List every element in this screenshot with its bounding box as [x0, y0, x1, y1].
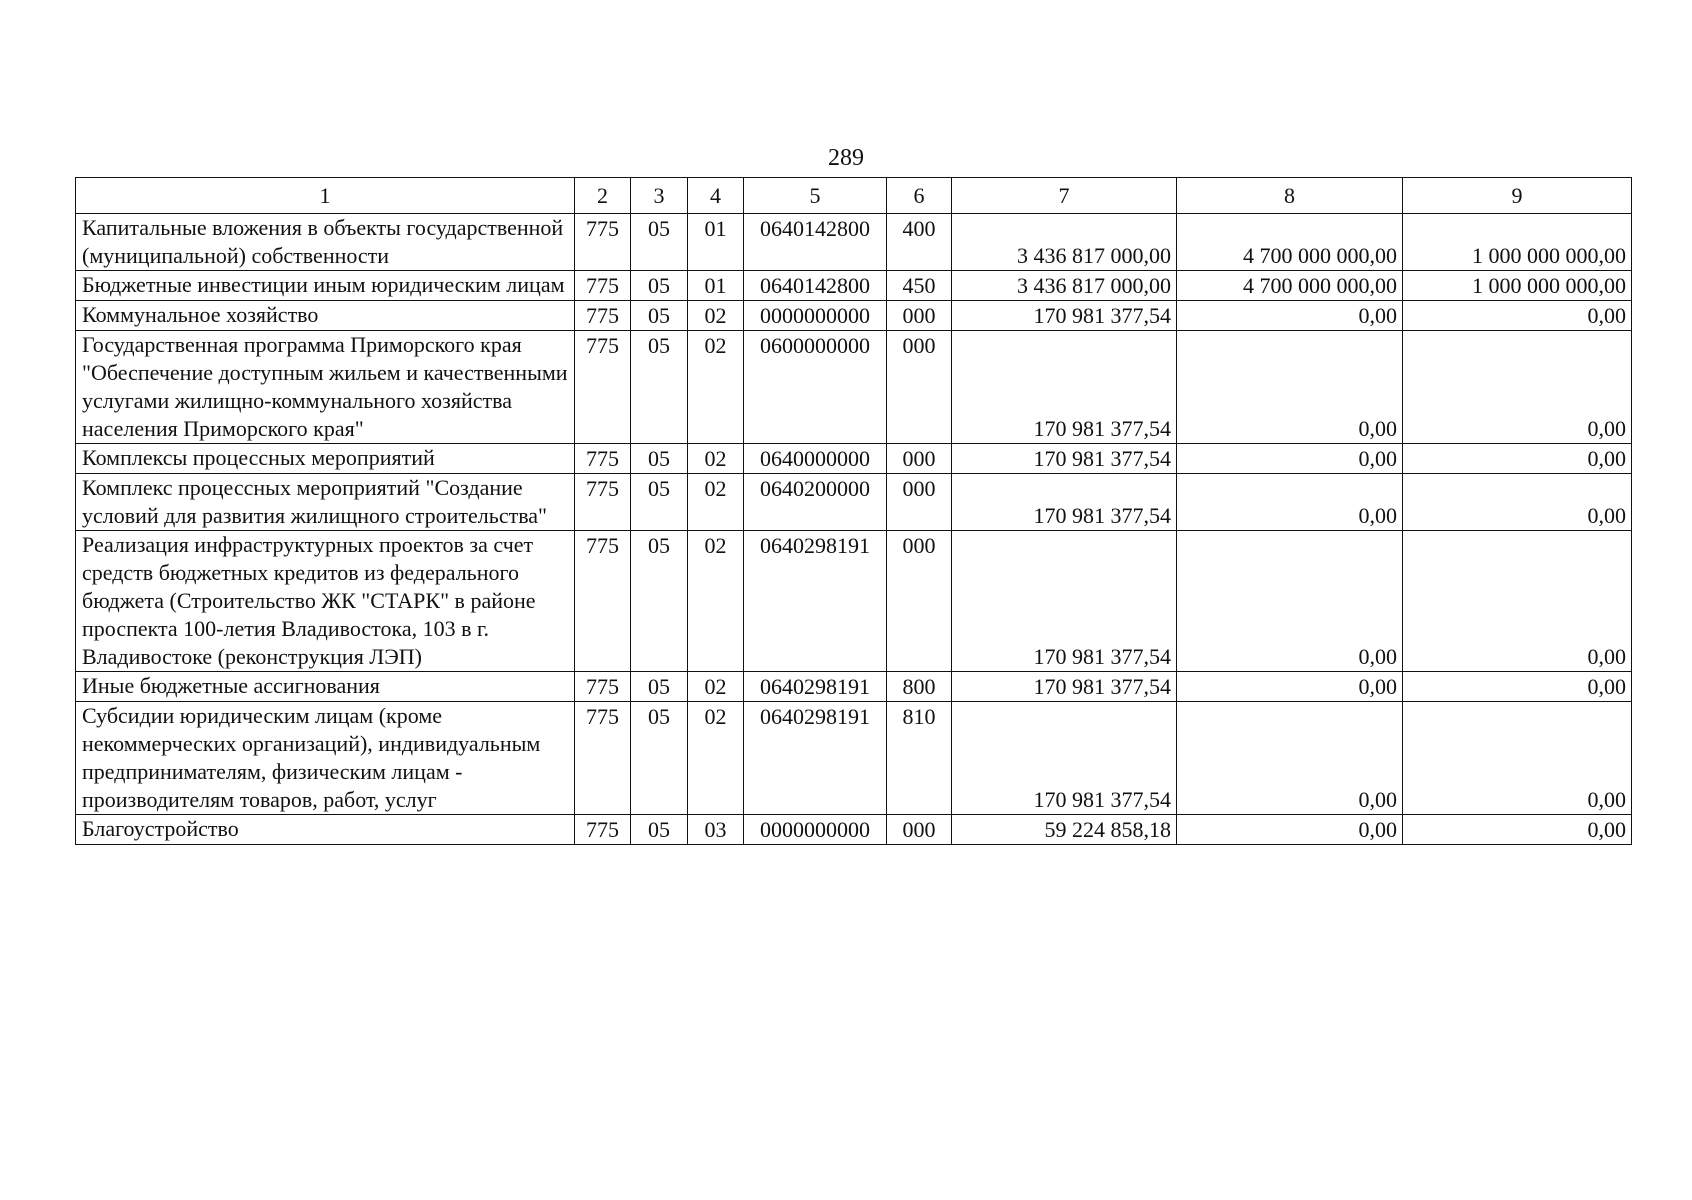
cell-col7: 3 436 817 000,00	[952, 271, 1177, 301]
cell-col4: 02	[688, 531, 744, 672]
cell-col3: 05	[631, 815, 688, 845]
cell-col6: 810	[887, 702, 952, 815]
cell-col6: 000	[887, 444, 952, 474]
cell-col9: 0,00	[1403, 702, 1632, 815]
table-row	[76, 702, 1632, 815]
table-row	[76, 444, 1632, 474]
cell-col8: 0,00	[1177, 672, 1403, 702]
cell-col9: 0,00	[1403, 474, 1632, 531]
cell-col6: 000	[887, 331, 952, 444]
header-row	[76, 178, 1632, 214]
table-row	[76, 815, 1632, 845]
cell-col2: 775	[575, 214, 631, 271]
cell-col5: 0640298191	[744, 531, 887, 672]
cell-col4: 02	[688, 301, 744, 331]
cell-col8: 0,00	[1177, 702, 1403, 815]
cell-col8: 4 700 000 000,00	[1177, 214, 1403, 271]
cell-col2: 775	[575, 474, 631, 531]
cell-col4: 03	[688, 815, 744, 845]
cell-col3: 05	[631, 531, 688, 672]
table-row	[76, 331, 1632, 444]
cell-col8: 0,00	[1177, 531, 1403, 672]
cell-col6: 000	[887, 301, 952, 331]
column-header: 8	[1177, 178, 1403, 214]
row-name: Реализация инфраструктурных проектов за счет средств бюджетных кредитов из федерального бюджета (Строительство ЖК "СТАРК" в районе проспекта 100-летия Владивостока, 103 в г. Владивостоке (реконструкция ЛЭП)	[76, 531, 575, 672]
cell-col5: 0640298191	[744, 672, 887, 702]
cell-col5: 0000000000	[744, 301, 887, 331]
cell-col6: 800	[887, 672, 952, 702]
cell-col2: 775	[575, 444, 631, 474]
cell-col9: 0,00	[1403, 531, 1632, 672]
cell-col6: 400	[887, 214, 952, 271]
cell-col9: 0,00	[1403, 301, 1632, 331]
cell-col3: 05	[631, 474, 688, 531]
cell-col2: 775	[575, 331, 631, 444]
column-header: 7	[952, 178, 1177, 214]
cell-col7: 170 981 377,54	[952, 702, 1177, 815]
cell-col9: 0,00	[1403, 815, 1632, 845]
cell-col7: 170 981 377,54	[952, 444, 1177, 474]
cell-col5: 0640142800	[744, 271, 887, 301]
cell-col2: 775	[575, 271, 631, 301]
cell-col3: 05	[631, 271, 688, 301]
cell-col4: 02	[688, 474, 744, 531]
cell-col9: 0,00	[1403, 444, 1632, 474]
cell-col6: 450	[887, 271, 952, 301]
cell-col7: 3 436 817 000,00	[952, 214, 1177, 271]
cell-col7: 170 981 377,54	[952, 301, 1177, 331]
cell-col5: 0640000000	[744, 444, 887, 474]
row-name: Коммунальное хозяйство	[76, 301, 575, 331]
cell-col7: 59 224 858,18	[952, 815, 1177, 845]
cell-col9: 0,00	[1403, 331, 1632, 444]
cell-col5: 0640298191	[744, 702, 887, 815]
cell-col8: 4 700 000 000,00	[1177, 271, 1403, 301]
cell-col4: 02	[688, 702, 744, 815]
table-row	[76, 474, 1632, 531]
cell-col9: 1 000 000 000,00	[1403, 271, 1632, 301]
cell-col3: 05	[631, 301, 688, 331]
cell-col4: 01	[688, 214, 744, 271]
table-row	[76, 301, 1632, 331]
cell-col4: 02	[688, 331, 744, 444]
cell-col2: 775	[575, 815, 631, 845]
row-name: Государственная программа Приморского края "Обеспечение доступным жильем и качественными услугами жилищно-коммунального хозяйства населения Приморского края"	[76, 331, 575, 444]
cell-col2: 775	[575, 702, 631, 815]
cell-col3: 05	[631, 331, 688, 444]
table-row	[76, 672, 1632, 702]
column-header: 3	[631, 178, 688, 214]
cell-col8: 0,00	[1177, 301, 1403, 331]
cell-col6: 000	[887, 531, 952, 672]
cell-col7: 170 981 377,54	[952, 672, 1177, 702]
row-name: Капитальные вложения в объекты государственной (муниципальной) собственности	[76, 214, 575, 271]
cell-col2: 775	[575, 531, 631, 672]
cell-col7: 170 981 377,54	[952, 531, 1177, 672]
cell-col8: 0,00	[1177, 444, 1403, 474]
cell-col6: 000	[887, 815, 952, 845]
table-row	[76, 531, 1632, 672]
column-header: 9	[1403, 178, 1632, 214]
cell-col5: 0640200000	[744, 474, 887, 531]
cell-col5: 0640142800	[744, 214, 887, 271]
cell-col2: 775	[575, 672, 631, 702]
cell-col6: 000	[887, 474, 952, 531]
cell-col5: 0000000000	[744, 815, 887, 845]
cell-col8: 0,00	[1177, 474, 1403, 531]
column-header: 6	[887, 178, 952, 214]
cell-col2: 775	[575, 301, 631, 331]
cell-col3: 05	[631, 444, 688, 474]
cell-col3: 05	[631, 214, 688, 271]
cell-col4: 02	[688, 444, 744, 474]
cell-col3: 05	[631, 702, 688, 815]
cell-col8: 0,00	[1177, 815, 1403, 845]
cell-col3: 05	[631, 672, 688, 702]
cell-col4: 02	[688, 672, 744, 702]
table-row	[76, 214, 1632, 271]
cell-col7: 170 981 377,54	[952, 331, 1177, 444]
budget-table	[75, 177, 1632, 845]
column-header: 1	[76, 178, 575, 214]
column-header: 2	[575, 178, 631, 214]
row-name: Благоустройство	[76, 815, 575, 845]
cell-col8: 0,00	[1177, 331, 1403, 444]
table-row	[76, 271, 1632, 301]
page-number: 289	[828, 145, 864, 171]
cell-col9: 1 000 000 000,00	[1403, 214, 1632, 271]
cell-col4: 01	[688, 271, 744, 301]
row-name: Субсидии юридическим лицам (кроме некоммерческих организаций), индивидуальным предпринимателям, физическим лицам - производителям товаров, работ, услуг	[76, 702, 575, 815]
row-name: Комплексы процессных мероприятий	[76, 444, 575, 474]
row-name: Иные бюджетные ассигнования	[76, 672, 575, 702]
column-header: 5	[744, 178, 887, 214]
row-name: Комплекс процессных мероприятий "Создание условий для развития жилищного строительства"	[76, 474, 575, 531]
cell-col7: 170 981 377,54	[952, 474, 1177, 531]
cell-col5: 0600000000	[744, 331, 887, 444]
column-header: 4	[688, 178, 744, 214]
row-name: Бюджетные инвестиции иным юридическим лицам	[76, 271, 575, 301]
cell-col9: 0,00	[1403, 672, 1632, 702]
